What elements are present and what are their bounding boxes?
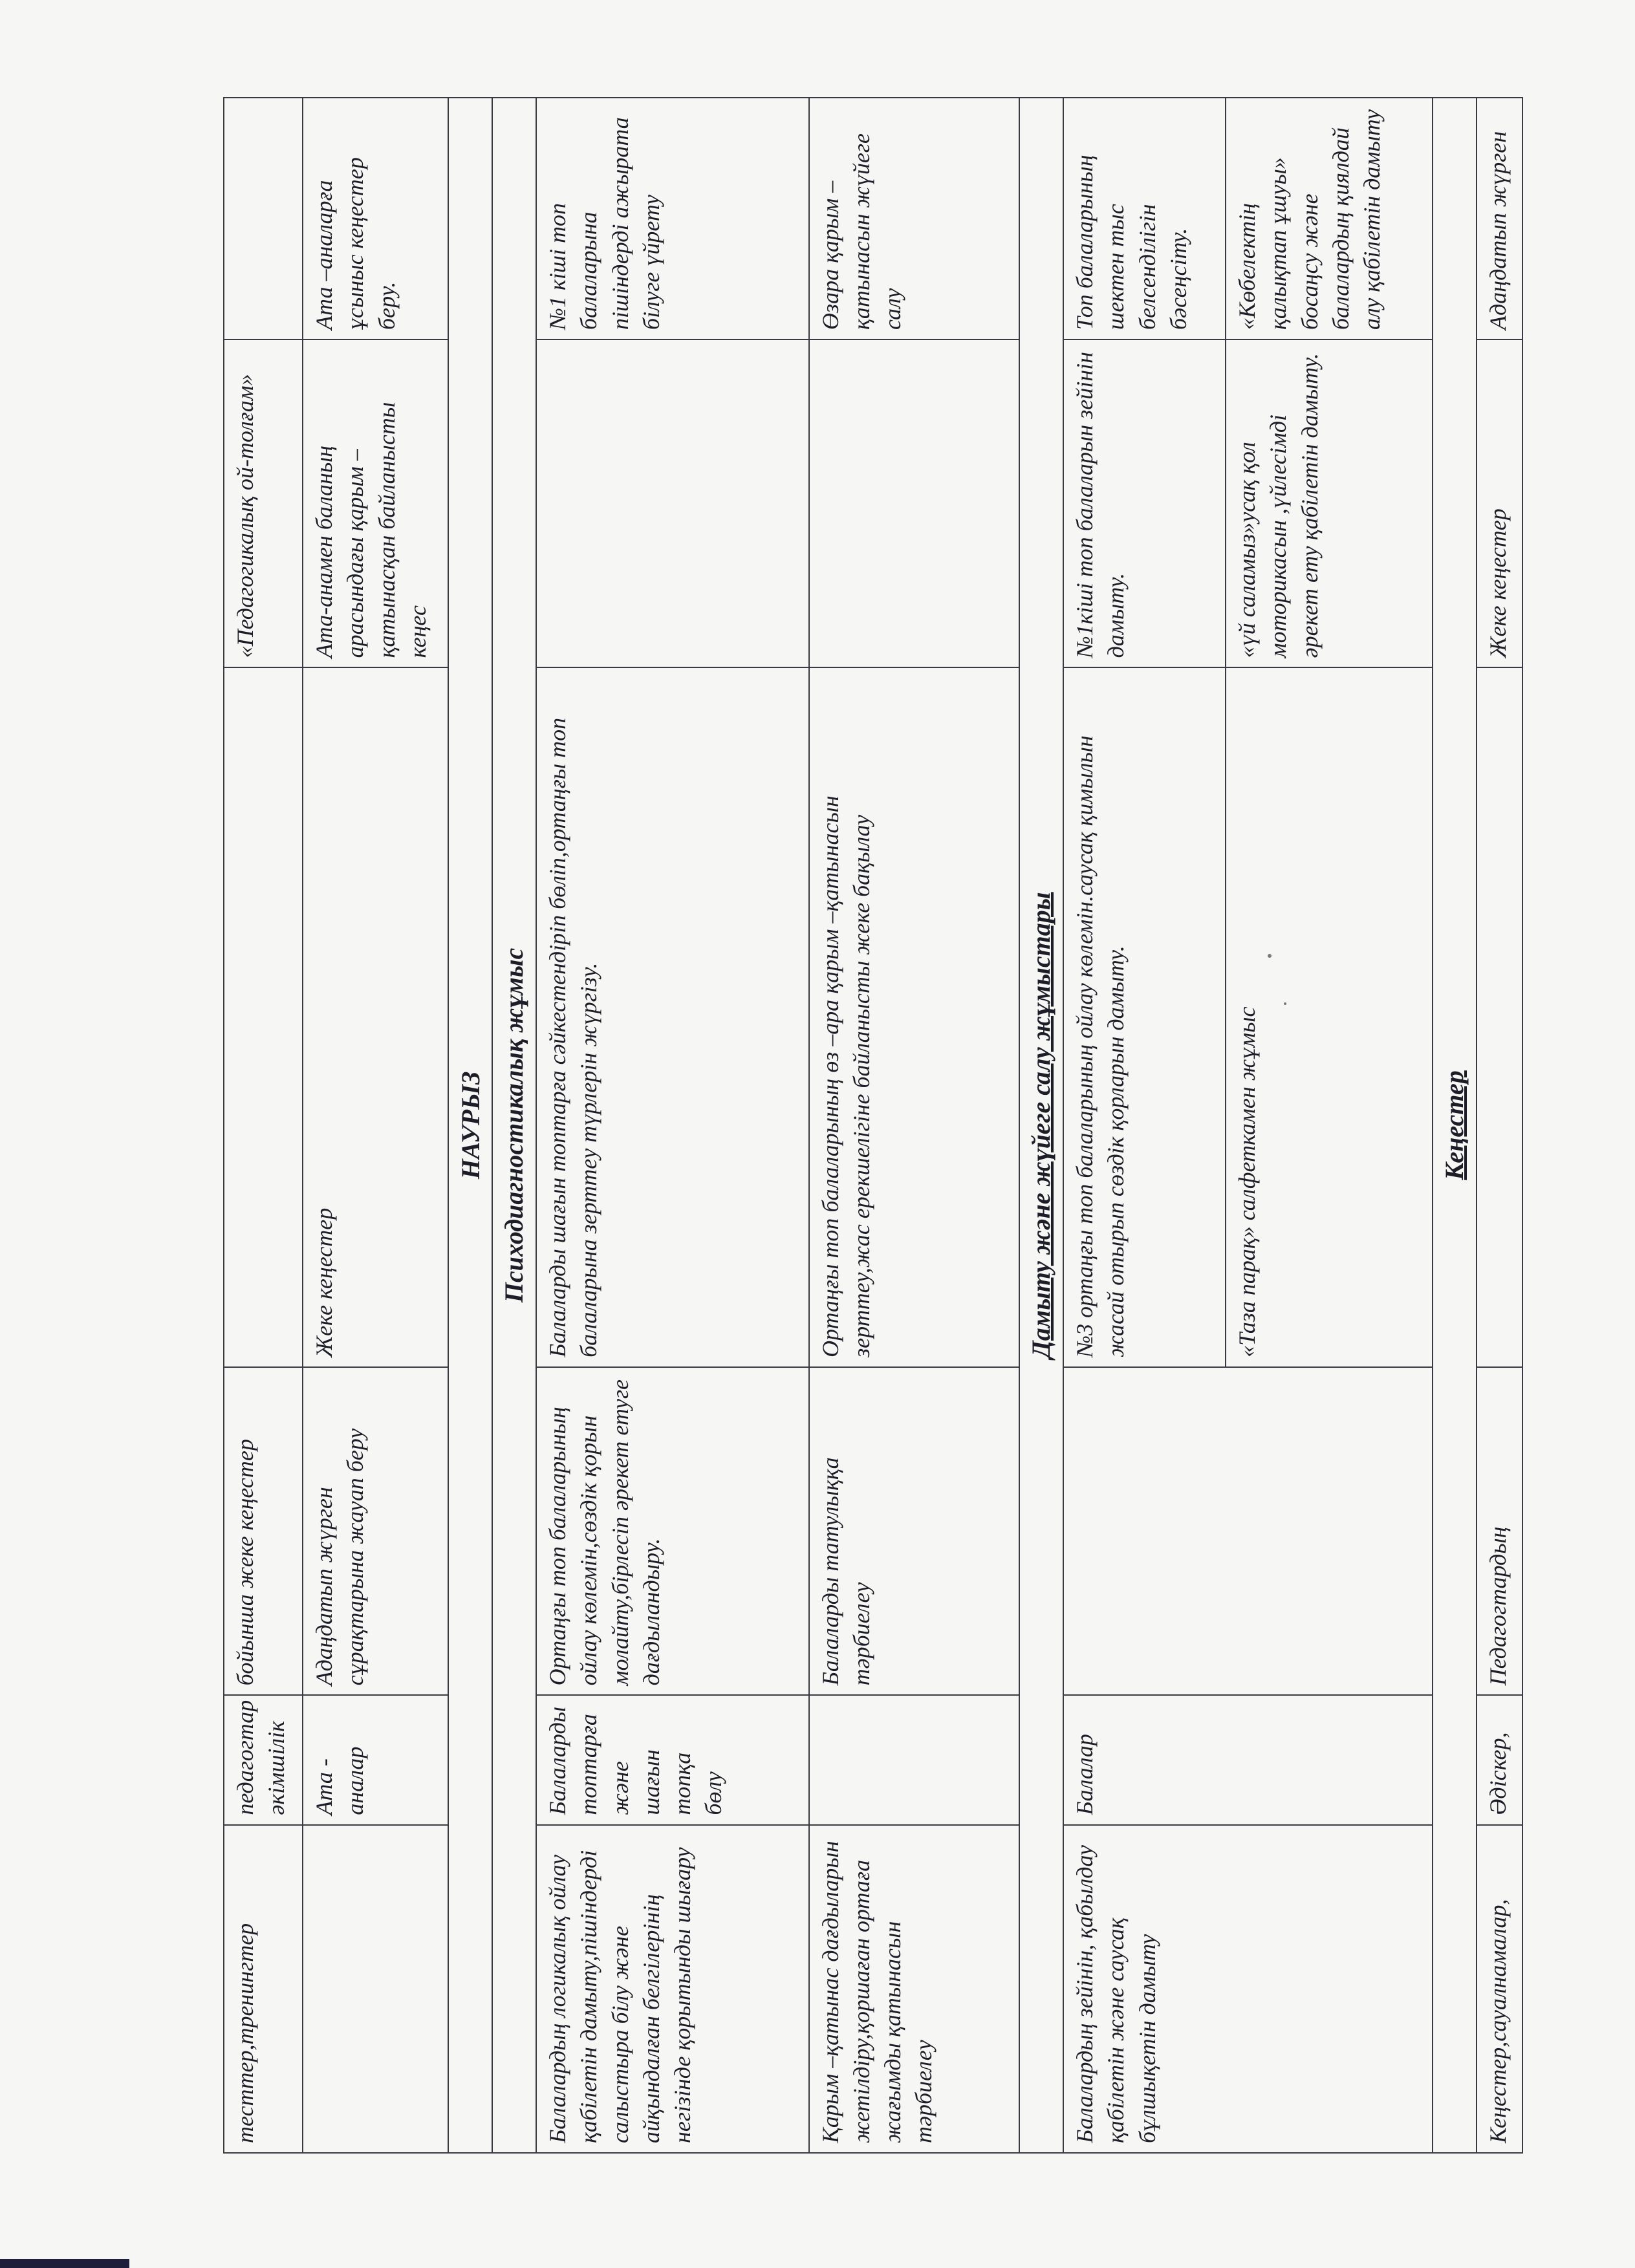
- psycho-2-participants: [809, 1695, 1020, 1824]
- develop-participants: Балалар: [1063, 1695, 1433, 1824]
- parents-row: [303, 98, 448, 2153]
- parents-cell-1: [303, 1825, 448, 2153]
- footer-teachers: Педагогтардың: [1477, 1367, 1522, 1695]
- psycho-2-outcome: Өзара қарым – қатынасын жүйеге салу: [809, 98, 1020, 340]
- scan-speck: [1268, 954, 1272, 958]
- develop-row-a: [1063, 98, 1226, 2153]
- scan-speck: [1284, 1002, 1286, 1005]
- psycho-1-research: Балаларды шағын топтарға сәйкестендіріп бөліп,ортаңғы топ балаларына зерттеу түрлерін жүргізу.: [536, 667, 809, 1367]
- footer-consult: Жеке кеңестер: [1477, 340, 1522, 667]
- header-cell-empty-2: [224, 98, 303, 340]
- develop-heading-row: [1019, 98, 1063, 2153]
- month-row: [448, 98, 492, 2153]
- header-row: [224, 98, 303, 2153]
- psycho-2-empty: [809, 340, 1020, 667]
- advice-heading-text: Кеңестер: [1440, 1070, 1469, 1180]
- month-heading: НАУРЫЗ: [448, 98, 492, 2153]
- header-cell-empty: [224, 667, 303, 1367]
- psycho-row-1: [536, 98, 809, 2153]
- advice-heading: [1433, 98, 1477, 2153]
- psycho-1-goal: Балалардың логикалық ойлау қабілетін дамыту,пішіндерді салыстыра білу және айқындалған белгілерінің негізінде қорытынды шығару: [536, 1825, 809, 2153]
- develop-build-house: «үй саламыз»усақ қол моторикасын ,үйлесімді әрекет ету қабілетін дамыту.: [1226, 340, 1433, 667]
- rotated-plan-table: [223, 97, 1523, 2154]
- psycho-row-2: [809, 98, 1020, 2153]
- psycho-1-empty: [536, 340, 809, 667]
- parents-cell-participants: Ата - аналар: [303, 1695, 448, 1824]
- footer-questions: Адаңдатып жүрген: [1477, 98, 1522, 340]
- header-cell-participants: педагогтар әкімшілік: [224, 1695, 303, 1824]
- psycho-2-task: Балаларды татулыққа тәрбиелеу: [809, 1367, 1020, 1695]
- parents-cell-relations: Ата-анамен баланың арасындағы қарым – қатынасқан байланысты кеңес: [303, 340, 448, 667]
- binding-strip: [0, 2259, 129, 2268]
- psycho-1-task: Ортаңғы топ балаларының ойлау көлемін,сөздік қорын молайту,бірлесіп әрекет етуге дағдыландыру.: [536, 1367, 809, 1695]
- work-plan-table: [223, 97, 1523, 2154]
- parents-cell-consult: Жеке кеңестер: [303, 667, 448, 1367]
- parents-cell-answers: Адаңдатып жүрген сұрақтарына жауап беру: [303, 1367, 448, 1695]
- develop-butterfly: «Көбелектің қалықтап ұшуы» босаңсу және балалардың қиялдай алу қабілетін дамыту: [1226, 98, 1433, 340]
- header-cell-reflection: «Педагогикалық ой-толғам»: [224, 340, 303, 667]
- footer-methodist: Әдіскер,: [1477, 1695, 1522, 1824]
- footer-empty: [1477, 667, 1522, 1367]
- parents-cell-advice: Ата –аналарға ұсыныс кеңестер беру.: [303, 98, 448, 340]
- header-cell-methods: тесттер,тренингтер: [224, 1825, 303, 2153]
- psycho-heading: Психодиагностикалық жұмыс: [492, 98, 536, 2153]
- develop-middle-group: №3 ортаңғы топ балаларының ойлау көлемін.саусақ қимылын жасай отырып сөздік қорларын дамыту.: [1063, 667, 1226, 1367]
- psycho-1-participants: Балаларды топтарға және шағын топқа бөлу: [536, 1695, 809, 1824]
- footer-methods: Кеңестер,сауалнамалар,: [1477, 1825, 1522, 2153]
- develop-heading-text: Дамыту және жүйеге салу жұмыстары: [1026, 892, 1056, 1359]
- develop-empty: [1063, 1367, 1433, 1695]
- psycho-1-outcome: №1 кіші топ балаларына пішіндерді ажырата білуге үйрету: [536, 98, 809, 340]
- develop-junior-attention: №1кіші топ балаларын зейінін дамыту.: [1063, 340, 1226, 667]
- develop-clean-sheet: «Таза парақ» салфеткамен жұмыс: [1226, 667, 1433, 1367]
- develop-goal: Балалардың зейінін, қабылдау қабілетін және саусақ бұлшықетін дамыту: [1063, 1825, 1433, 2153]
- header-cell-consult: бойынша жеке кеңестер: [224, 1367, 303, 1695]
- develop-heading: [1019, 98, 1063, 2153]
- psycho-2-research: Ортаңғы топ балаларының өз –ара қарым –қатынасын зерттеу,жас ерекшелігіне байланысты жеке бақылау: [809, 667, 1020, 1367]
- footer-row: [1477, 98, 1522, 2153]
- develop-activity: Топ балаларының шектен тыс белсенділігін бәсеңсіту.: [1063, 98, 1226, 340]
- psycho-heading-row: [492, 98, 536, 2153]
- advice-heading-row: [1433, 98, 1477, 2153]
- psycho-2-goal: Қарым –қатынас дағдыларын жетілдіру,қоршаған ортаға жағымды қатынасын тәрбиелеу: [809, 1825, 1020, 2153]
